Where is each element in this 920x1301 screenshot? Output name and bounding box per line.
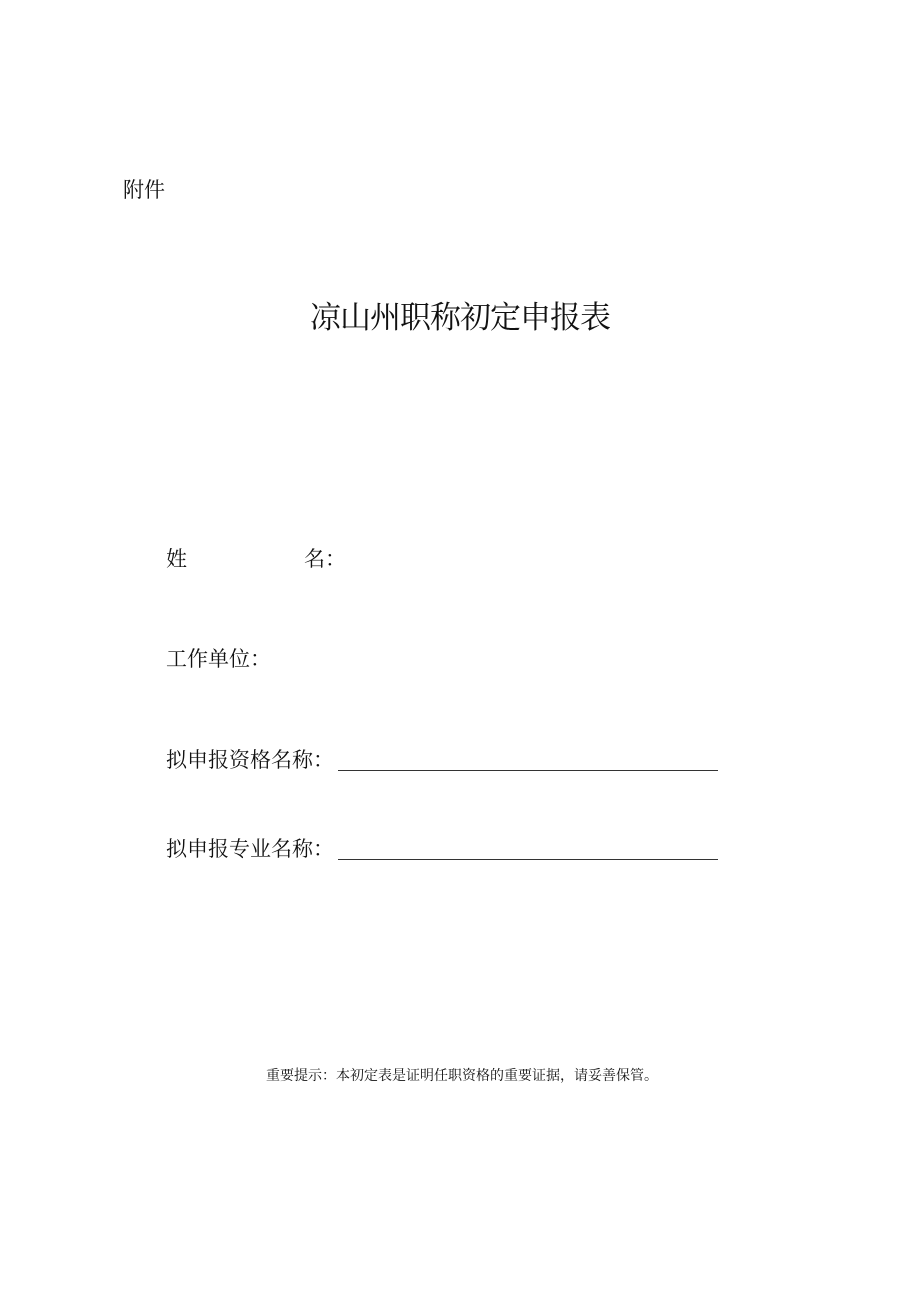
name-label-char-1: 姓	[166, 547, 187, 571]
name-field	[166, 545, 346, 573]
name-label-char-2: 名：	[304, 547, 346, 571]
qualification-field	[166, 746, 718, 774]
qualification-label: 拟申报资格名称：	[166, 748, 334, 772]
qualification-blank-line[interactable]	[338, 746, 718, 771]
page-title: 凉山州职称初定申报表	[310, 300, 610, 336]
major-blank-line[interactable]	[338, 835, 718, 860]
major-label: 拟申报专业名称：	[166, 837, 334, 861]
work-unit-label: 工作单位：	[166, 647, 271, 671]
name-label	[166, 545, 346, 573]
attachment-label: 附件	[123, 178, 165, 202]
important-note: 重要提示：本初定表是证明任职资格的重要证据，请妥善保管。	[266, 1068, 658, 1084]
major-field	[166, 835, 718, 863]
work-unit-field	[166, 645, 271, 673]
